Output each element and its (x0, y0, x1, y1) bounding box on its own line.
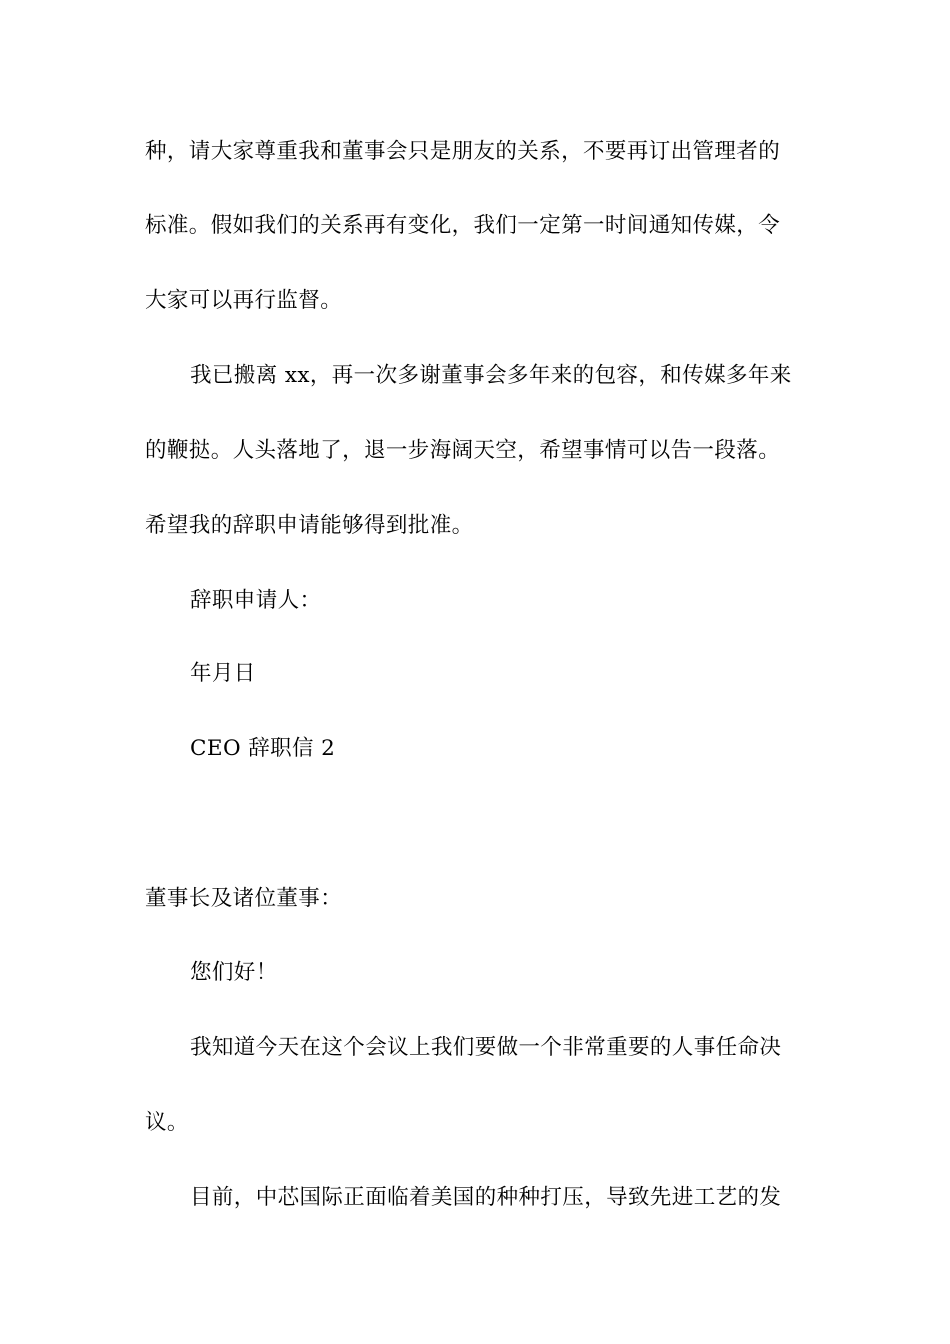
paragraph-line: 目前，中芯国际正面临着美国的种种打压，导致先进工艺的发 (190, 1185, 782, 1210)
section-heading: CEO 辞职信 2 (190, 736, 336, 761)
paragraph-line: 种，请大家尊重我和董事会只是朋友的关系，不要再订出管理者的 (145, 139, 781, 164)
signature-label: 辞职申请人： (190, 588, 322, 613)
paragraph-line: 我知道今天在这个会议上我们要做一个非常重要的人事任命决 (190, 1035, 782, 1060)
paragraph-line: 的鞭挞。人头落地了，退一步海阔天空，希望事情可以告一段落。 (145, 438, 781, 463)
date-line: 年月日 (190, 661, 256, 686)
salutation: 董事长及诸位董事： (145, 886, 343, 911)
greeting: 您们好！ (190, 960, 278, 985)
paragraph-line: 议。 (145, 1110, 189, 1135)
paragraph-line: 希望我的辞职申请能够得到批准。 (145, 513, 474, 538)
paragraph-line: 标准。假如我们的关系再有变化，我们一定第一时间通知传媒，令 (145, 213, 781, 238)
paragraph-line: 我已搬离 xx，再一次多谢董事会多年来的包容，和传媒多年来 (190, 363, 792, 388)
paragraph-line: 大家可以再行监督。 (145, 288, 343, 313)
